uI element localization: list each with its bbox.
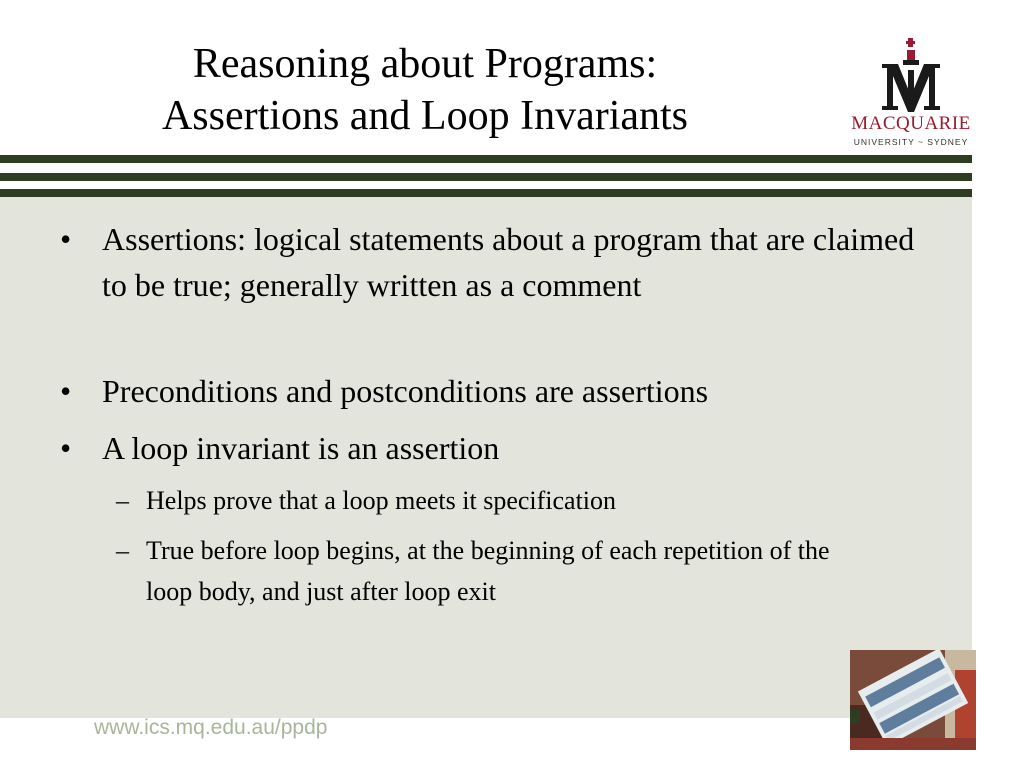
logo-subtitle: UNIVERSITY ~ SYDNEY [853, 137, 969, 147]
bullet-marker: • [60, 430, 72, 466]
header-stripe-1 [0, 155, 972, 163]
sub-bullet-marker: – [116, 536, 129, 565]
sub-bullet-text: Helps prove that a loop meets it specification [146, 486, 617, 515]
footer-url: www.ics.mq.edu.au/ppdp [94, 716, 328, 739]
sub-bullet-text: True before loop begins, at the beginning of each repetition of the loop body, and just after loop exit [146, 536, 830, 606]
bullet-marker: • [60, 373, 72, 409]
macquarie-logo [848, 36, 974, 152]
bullet-marker: • [60, 221, 72, 257]
header-stripe-2 [0, 173, 972, 181]
bullet-item [60, 368, 930, 414]
bullet-text: Preconditions and postconditions are assertions [102, 373, 709, 409]
right-margin [972, 155, 1024, 768]
bullet-item [60, 425, 930, 471]
logo-wordmark: MACQUARIE [851, 113, 971, 134]
bullet-item [60, 216, 930, 308]
signpost-photo-icon [850, 650, 976, 750]
slide-title [40, 38, 810, 142]
sub-bullet-item [116, 530, 876, 612]
bullet-text: A loop invariant is an assertion [102, 430, 500, 466]
title-line-1: Reasoning about Programs: [192, 41, 658, 87]
sub-bullet-item [116, 480, 876, 521]
macquarie-monogram-icon [848, 36, 974, 116]
title-line-2: Assertions and Loop Invariants [161, 93, 689, 139]
sub-bullet-marker: – [116, 486, 129, 515]
bullet-text: Assertions: logical statements about a program that are claimed to be true; generally written as a comment [102, 221, 915, 303]
header-stripe-3 [0, 189, 972, 197]
